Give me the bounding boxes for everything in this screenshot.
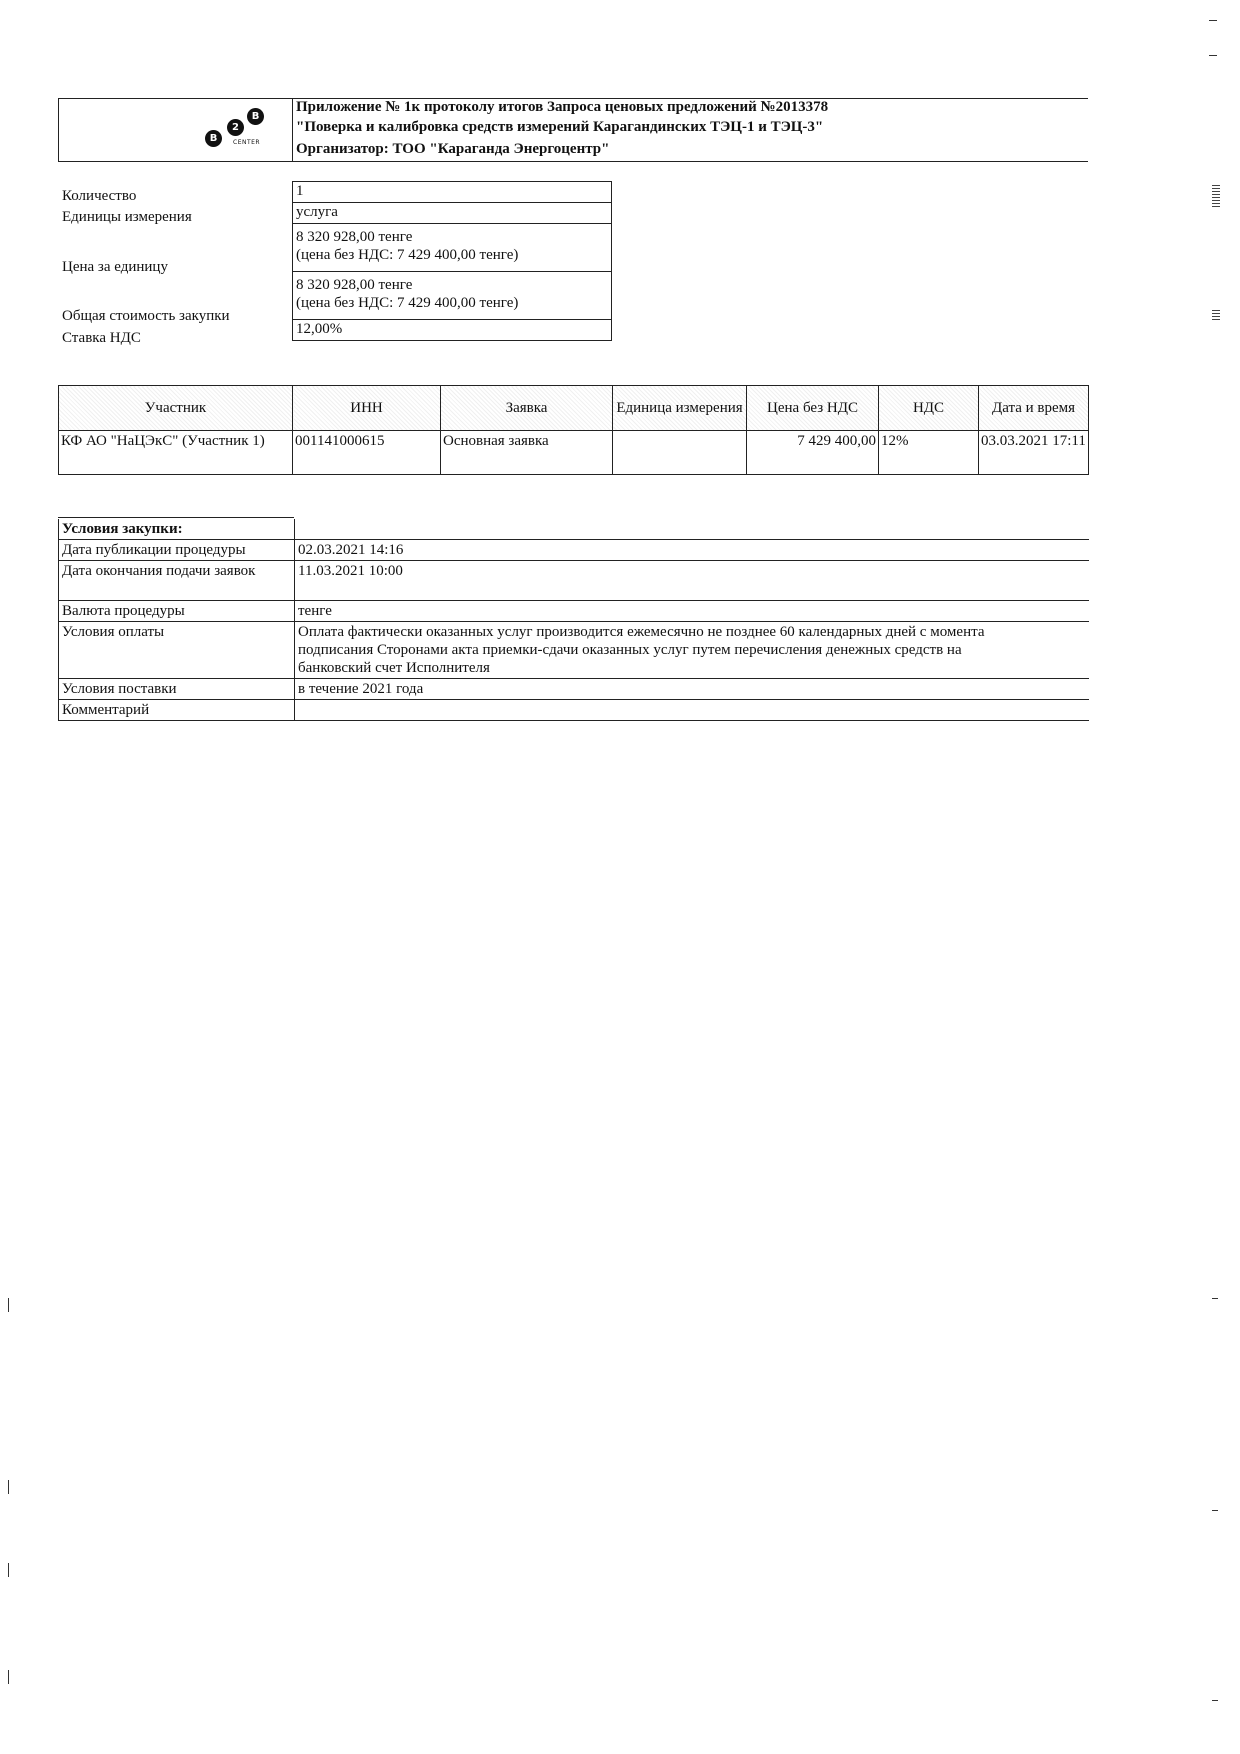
scan-mark bbox=[1212, 185, 1220, 207]
logo-letter-1: B bbox=[205, 130, 222, 147]
table-row bbox=[59, 601, 1089, 622]
participant-datetime: 03.03.2021 17:11 bbox=[979, 431, 1089, 475]
total-cost-line-1: 8 320 928,00 тенге bbox=[296, 277, 413, 293]
payment-terms-value: Оплата фактически оказанных услуг производится ежемесячно не позднее 60 календарных дней с момента подписания Сторонами акта приемки-сдачи оказанных услуг путем перечисления денежных средств на банковский счет Исполнителя bbox=[295, 622, 1089, 679]
header-organizer: Организатор: ТОО "Караганда Энергоцентр" bbox=[296, 141, 610, 157]
conditions-title-row bbox=[59, 519, 1089, 540]
quantity-label: Количество bbox=[62, 188, 137, 204]
scan-mark bbox=[1212, 310, 1220, 320]
vat-rate-value bbox=[293, 320, 611, 340]
scan-mark bbox=[1209, 55, 1217, 56]
unit-value bbox=[293, 203, 611, 224]
delivery-terms-label: Условия поставки bbox=[59, 679, 295, 700]
logo-letter-2: 2 bbox=[227, 119, 244, 136]
scan-mark bbox=[8, 1563, 9, 1577]
scan-mark bbox=[1212, 1510, 1218, 1511]
participant-vat: 12% bbox=[879, 431, 979, 475]
scan-mark bbox=[1212, 1298, 1218, 1299]
currency-label: Валюта процедуры bbox=[59, 601, 295, 622]
unit-label: Единицы измерения bbox=[62, 209, 192, 225]
participants-header-row bbox=[59, 386, 1089, 431]
total-cost-label: Общая стоимость закупки bbox=[62, 308, 230, 324]
quantity-value bbox=[293, 182, 611, 203]
col-application: Заявка bbox=[441, 386, 613, 431]
scan-mark bbox=[8, 1670, 9, 1684]
vat-rate-label: Ставка НДС bbox=[62, 330, 141, 346]
header-separator bbox=[292, 98, 293, 161]
col-unit: Единица измерения bbox=[613, 386, 747, 431]
quantity-value-text: 1 bbox=[296, 183, 304, 199]
header-title-line-1: Приложение № 1к протоколу итогов Запроса ценовых предложений №2013378 bbox=[296, 99, 829, 115]
scan-mark bbox=[8, 1480, 9, 1494]
total-cost-line-2: (цена без НДС: 7 429 400,00 тенге) bbox=[296, 295, 519, 311]
table-row bbox=[59, 700, 1089, 721]
publication-date-label: Дата публикации процедуры bbox=[59, 540, 295, 561]
col-datetime: Дата и время bbox=[979, 386, 1089, 431]
header-left-border bbox=[58, 98, 59, 161]
col-price-no-vat: Цена без НДС bbox=[747, 386, 879, 431]
payment-terms-label: Условия оплаты bbox=[59, 622, 295, 679]
delivery-terms-value: в течение 2021 года bbox=[295, 679, 1089, 700]
table-row bbox=[59, 431, 1089, 475]
table-row bbox=[59, 540, 1089, 561]
deadline-value: 11.03.2021 10:00 bbox=[295, 561, 1089, 601]
unit-price-value bbox=[293, 224, 611, 272]
participant-application: Основная заявка bbox=[441, 431, 613, 475]
table-row bbox=[59, 622, 1089, 679]
vat-rate-value-text: 12,00% bbox=[296, 321, 343, 337]
scan-mark bbox=[1209, 20, 1217, 21]
conditions-title: Условия закупки: bbox=[59, 519, 295, 540]
logo-letter-3: B bbox=[247, 108, 264, 125]
col-participant: Участник bbox=[59, 386, 293, 431]
comment-label: Комментарий bbox=[59, 700, 295, 721]
participant-unit bbox=[613, 431, 747, 475]
unit-price-line-1: 8 320 928,00 тенге bbox=[296, 229, 413, 245]
participant-name: КФ АО "НаЦЭкС" (Участник 1) bbox=[59, 431, 293, 475]
col-vat: НДС bbox=[879, 386, 979, 431]
unit-price-line-2: (цена без НДС: 7 429 400,00 тенге) bbox=[296, 247, 519, 263]
table-row bbox=[59, 561, 1089, 601]
currency-value: тенге bbox=[295, 601, 1089, 622]
participant-price: 7 429 400,00 bbox=[747, 431, 879, 475]
publication-date-value: 02.03.2021 14:16 bbox=[295, 540, 1089, 561]
unit-value-text: услуга bbox=[296, 204, 338, 220]
table-row bbox=[59, 679, 1089, 700]
total-cost-value bbox=[293, 272, 611, 320]
summary-values-box bbox=[292, 181, 612, 341]
unit-price-label: Цена за единицу bbox=[62, 259, 168, 275]
logo-caption: CENTER bbox=[233, 139, 261, 146]
conditions-top-border bbox=[58, 517, 294, 518]
participant-inn: 001141000615 bbox=[293, 431, 441, 475]
conditions-table bbox=[58, 519, 1089, 721]
comment-value bbox=[295, 700, 1089, 721]
header-title-line-2: "Поверка и калибровка средств измерений Карагандинских ТЭЦ-1 и ТЭЦ-3" bbox=[296, 119, 824, 135]
scan-mark bbox=[8, 1298, 9, 1312]
b2b-center-logo bbox=[205, 102, 267, 154]
deadline-label: Дата окончания подачи заявок bbox=[59, 561, 295, 601]
conditions-title-empty bbox=[295, 519, 1089, 540]
participants-table bbox=[58, 385, 1089, 475]
scan-mark bbox=[1212, 1700, 1218, 1701]
col-inn: ИНН bbox=[293, 386, 441, 431]
